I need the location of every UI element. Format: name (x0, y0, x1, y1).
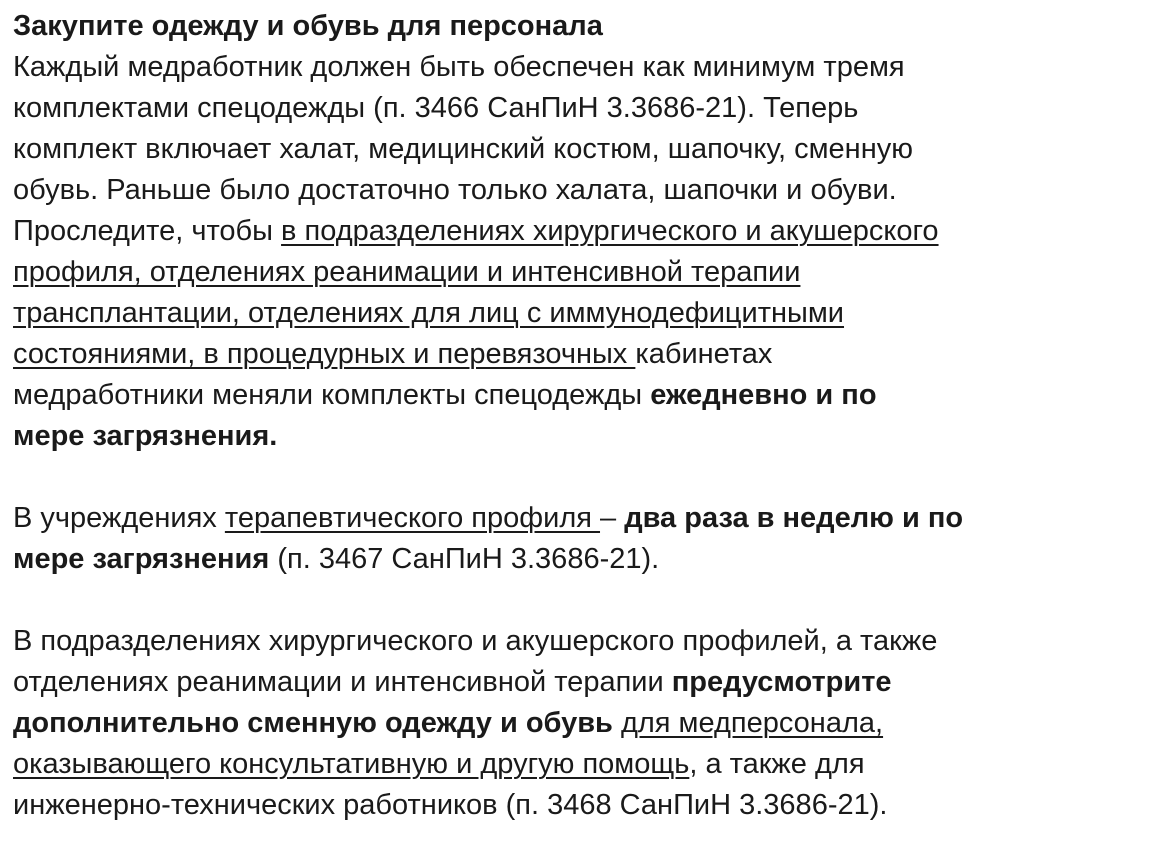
paragraph-spare-clothing (13, 621, 1145, 826)
text-run: , а также для (689, 748, 865, 780)
text-line (13, 621, 1145, 662)
text-run: обувь. Раньше было достаточно только халата, шапочки и обуви. (13, 174, 897, 206)
underlined-link-surgical-departments[interactable]: в подразделениях хирургического и акушерского (281, 215, 939, 247)
text-run: инженерно-технических работников (п. 3468 СанПиН 3.3686-21). (13, 789, 888, 821)
text-line (13, 703, 1145, 744)
text-run: (п. 3467 СанПиН 3.3686-21). (269, 543, 660, 575)
bold-emphasis: предусмотрите (671, 666, 892, 698)
text-run: В учреждениях (13, 502, 225, 534)
text-run: – (600, 502, 625, 534)
text-line (13, 375, 1145, 416)
bold-emphasis: мере загрязнения. (13, 420, 278, 452)
slide-text-body (13, 6, 1145, 826)
text-run (613, 707, 621, 739)
text-run: Проследите, чтобы (13, 215, 282, 247)
text-line (13, 252, 1145, 293)
text-line (13, 334, 1145, 375)
text-run: В подразделениях хирургического и акушерского профилей, а также (13, 625, 938, 657)
underlined-link-medical-staff[interactable]: для медперсонала, (620, 707, 884, 739)
text-line (13, 744, 1145, 785)
underlined-link-therapeutic-profile[interactable]: терапевтического профиля (224, 502, 601, 534)
underlined-link-surgical-departments[interactable]: состояниями, в процедурных и перевязочных (13, 338, 636, 370)
bold-emphasis: мере загрязнения (13, 543, 270, 575)
underlined-link-surgical-departments[interactable]: профиля, отделениях реанимации и интенсивной терапии (13, 256, 801, 288)
bold-emphasis: дополнительно сменную одежду и обувь (13, 707, 613, 739)
text-line (13, 498, 1145, 539)
bold-emphasis: два раза в неделю и по (624, 502, 964, 534)
underlined-link-medical-staff[interactable]: оказывающего консультативную и другую помощь (13, 748, 690, 780)
text-run: кабинетах (635, 338, 773, 370)
underlined-link-surgical-departments[interactable]: трансплантации, отделениях для лиц с иммунодефицитными (13, 297, 845, 329)
text-line (13, 785, 1145, 826)
text-line (13, 170, 1145, 211)
text-run: комплект включает халат, медицинский костюм, шапочку, сменную (13, 133, 913, 165)
text-line (13, 539, 1145, 580)
text-run: медработники меняли комплекты спецодежды (13, 379, 651, 411)
paragraph-therapeutic-profile (13, 498, 1145, 580)
text-run: комплектами спецодежды (п. 3466 СанПиН 3.3686-21). Теперь (13, 92, 859, 124)
text-line (13, 88, 1145, 129)
text-run: отделениях реанимации и интенсивной терапии (13, 666, 672, 698)
text-line (13, 293, 1145, 334)
paragraph-spacer (13, 457, 1145, 498)
text-line (13, 662, 1145, 703)
paragraph-staff-clothing (13, 47, 1145, 457)
text-line (13, 129, 1145, 170)
slide-title: Закупите одежду и обувь для персонала (13, 10, 603, 42)
paragraph-spacer (13, 580, 1145, 621)
bold-emphasis: ежедневно и по (650, 379, 877, 411)
text-run: Каждый медработник должен быть обеспечен как минимум тремя (13, 51, 905, 83)
text-line (13, 47, 1145, 88)
text-line (13, 211, 1145, 252)
text-line (13, 416, 1145, 457)
